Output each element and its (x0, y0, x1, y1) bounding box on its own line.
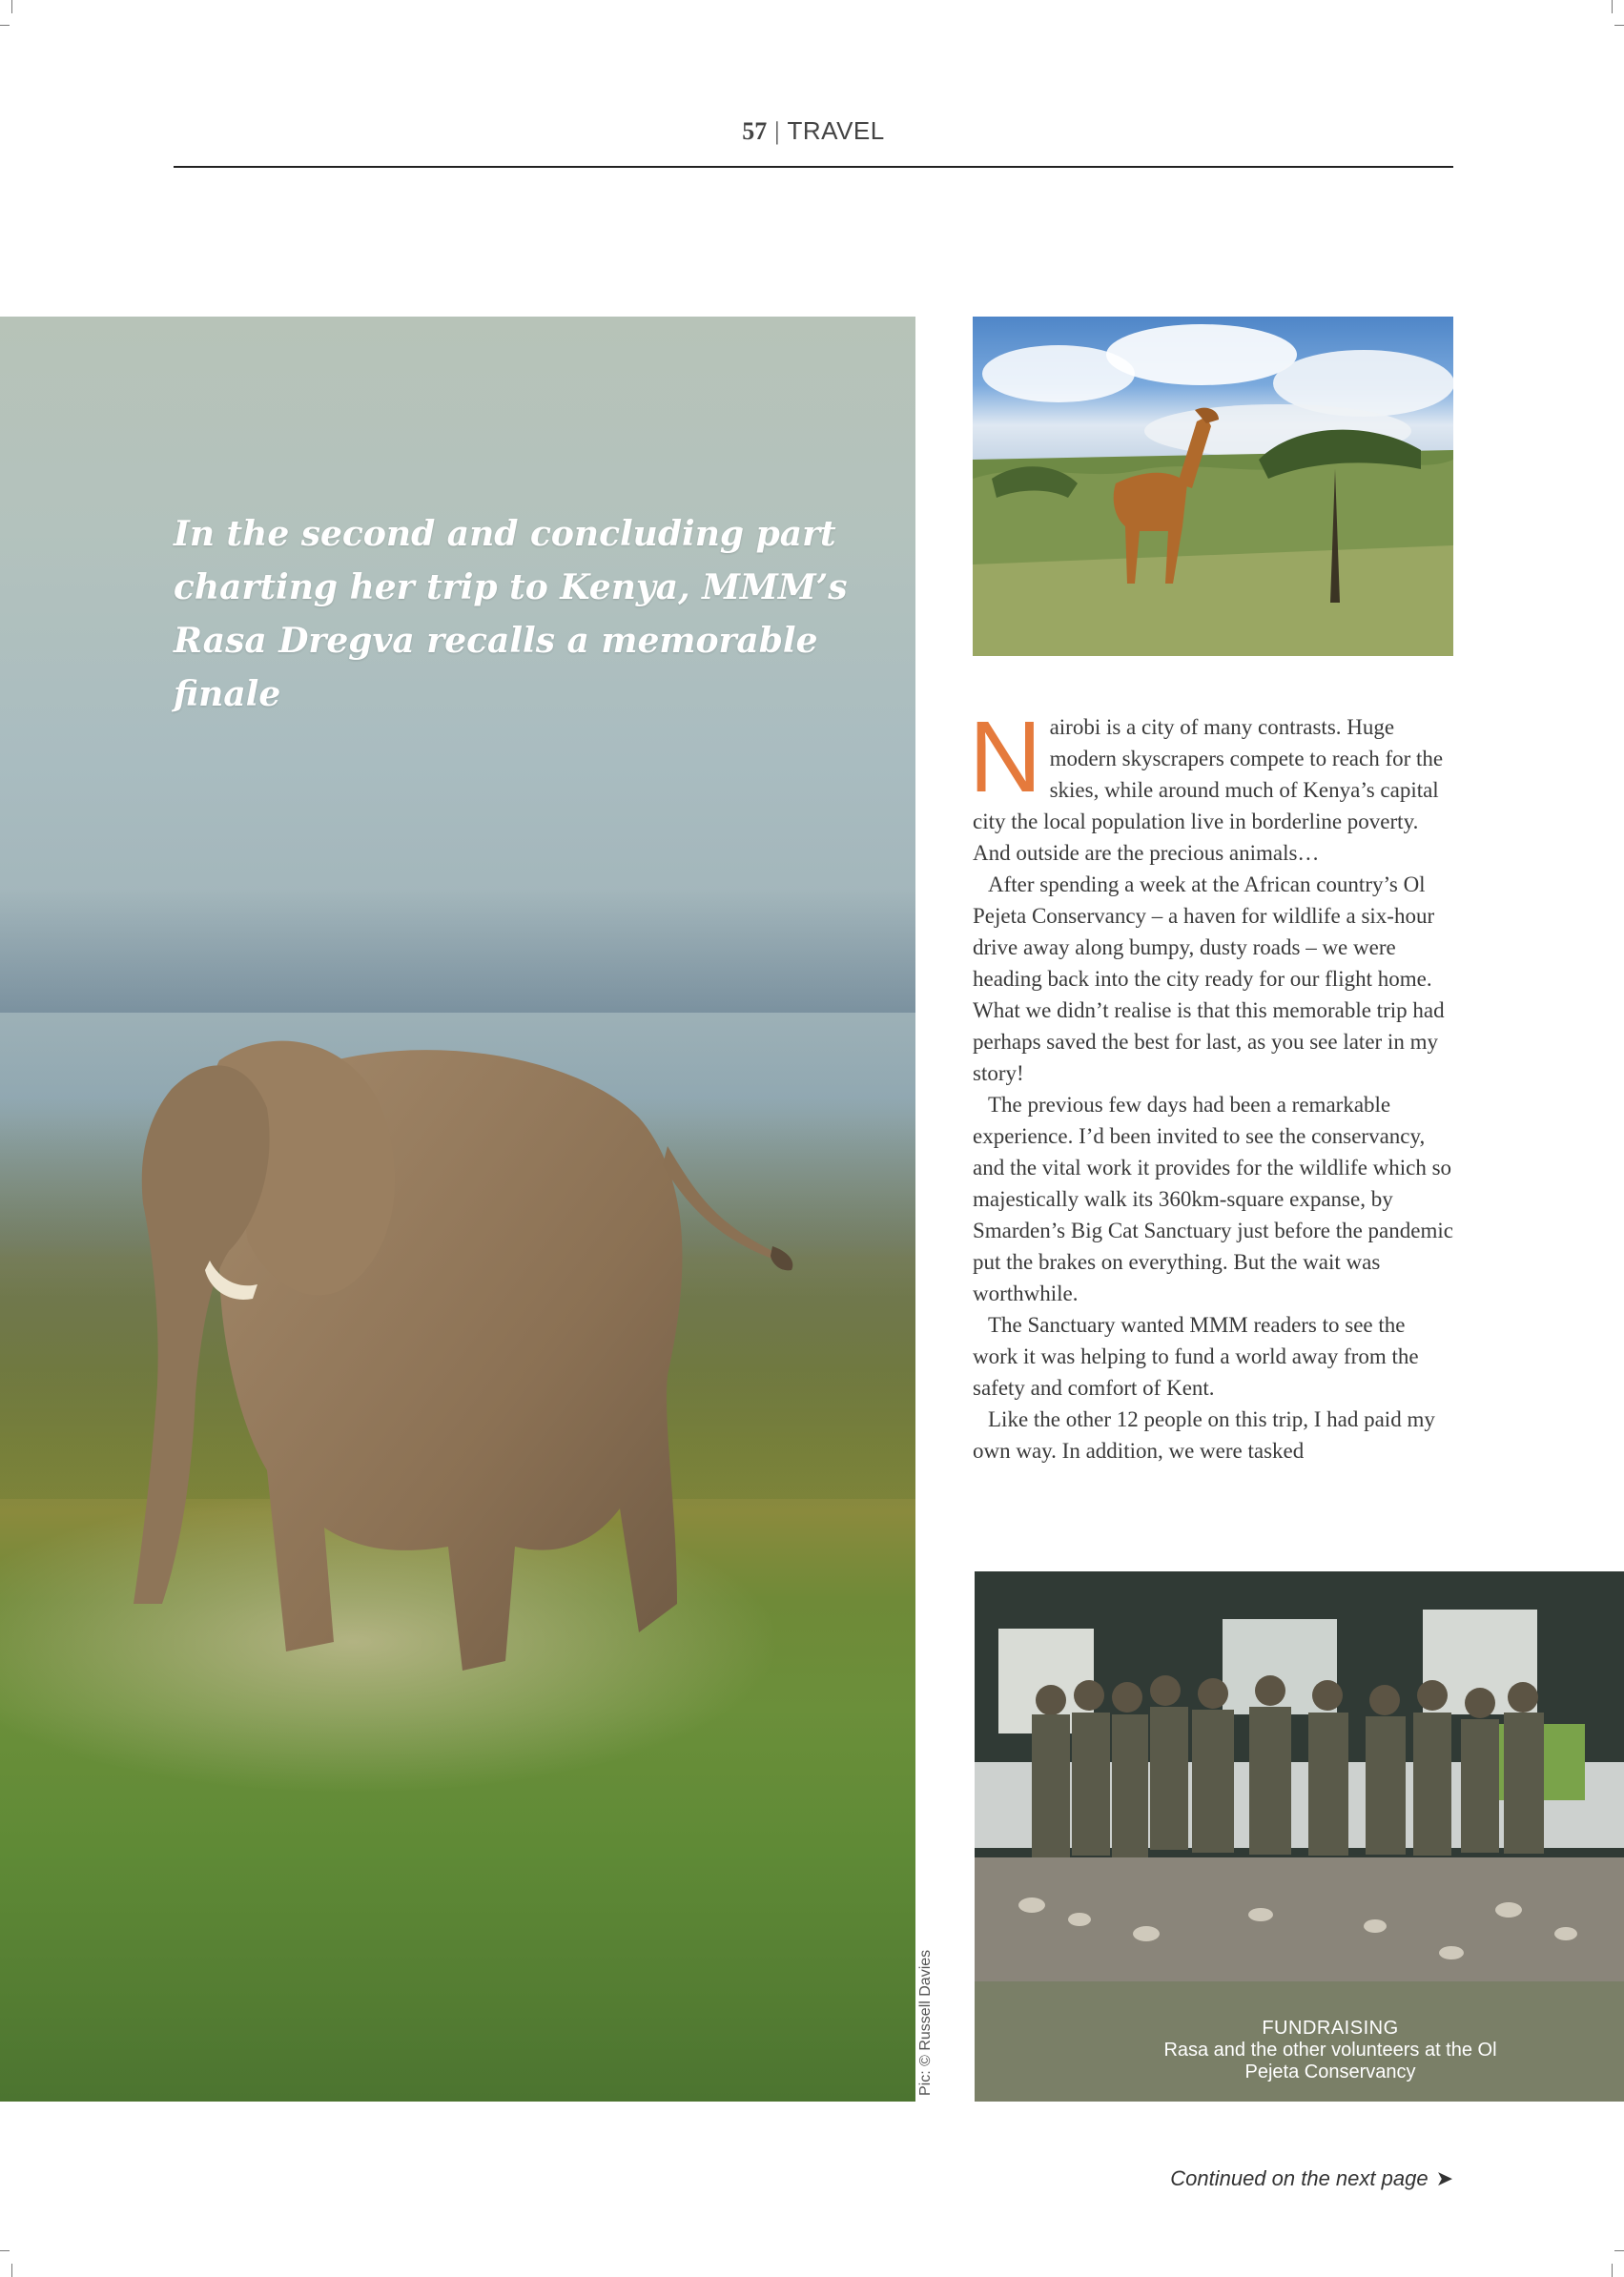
page-number: 57 (742, 117, 768, 145)
drop-cap: N (969, 701, 1042, 813)
article-paragraph (969, 701, 1453, 869)
crop-mark (11, 2264, 12, 2277)
article-paragraph: The previous few days had been a remarkable experience. I’d been invited to see the conservancy, and the vital work it provides for the wildlife which so majestically walk its 360km-square expanse, by Smarden’s Big Cat Sanctuary just before the pandemic put the brakes on everything. But the wait was worthwhile. (973, 1093, 1453, 1305)
continued-text: Continued on the next page (1170, 2166, 1429, 2190)
crop-mark (1614, 2250, 1624, 2251)
crop-mark (11, 0, 12, 13)
intro-standfirst: In the second and concluding part charting her trip to Kenya, MMM’s Rasa Dregva recalls a memorable finale (174, 514, 848, 714)
giraffe-scene (973, 317, 1453, 656)
photo-caption (1140, 2018, 1521, 2083)
arrow-right-icon: ➤ (1435, 2166, 1453, 2190)
page-header (174, 116, 1453, 170)
crop-mark (1614, 25, 1624, 26)
caption-text: Rasa and the other volunteers at the Ol Pejeta Conservancy (1163, 2040, 1497, 2082)
article-body (969, 701, 1453, 1467)
giraffe-photo (973, 317, 1453, 656)
crop-mark (0, 2250, 10, 2251)
crop-mark (1612, 0, 1613, 13)
caption-title: FUNDRAISING (1262, 2018, 1399, 2039)
continued-link[interactable] (1116, 2166, 1453, 2191)
elephant-illustration (105, 974, 811, 1852)
section-title: TRAVEL (787, 116, 885, 145)
header-separator: | (774, 117, 780, 145)
photo-credit: Pic: © Russell Davies (917, 1949, 934, 2096)
paragraph-text: airobi is a city of many contrasts. Huge modern skyscrapers compete to reach for the skies, while around much of Kenya’s capital city the local population live in borderline poverty. And outside are the precious animals… (973, 715, 1444, 865)
crop-mark (1612, 2264, 1613, 2277)
header-rule (174, 166, 1453, 168)
article-paragraph: Like the other 12 people on this trip, I had paid my own way. In addition, we were tasked (973, 1407, 1435, 1463)
article-paragraph: After spending a week at the African country’s Ol Pejeta Conservancy – a haven for wildlife a six-hour drive away along bumpy, dusty roads – we were heading back into the city ready for our flight home. What we didn’t realise is that this memorable trip had perhaps saved the best for last, as you see later in my story! (973, 872, 1445, 1085)
crop-mark (0, 25, 10, 26)
article-paragraph: The Sanctuary wanted MMM readers to see the work it was helping to fund a world away from the safety and comfort of Kent. (973, 1313, 1419, 1400)
